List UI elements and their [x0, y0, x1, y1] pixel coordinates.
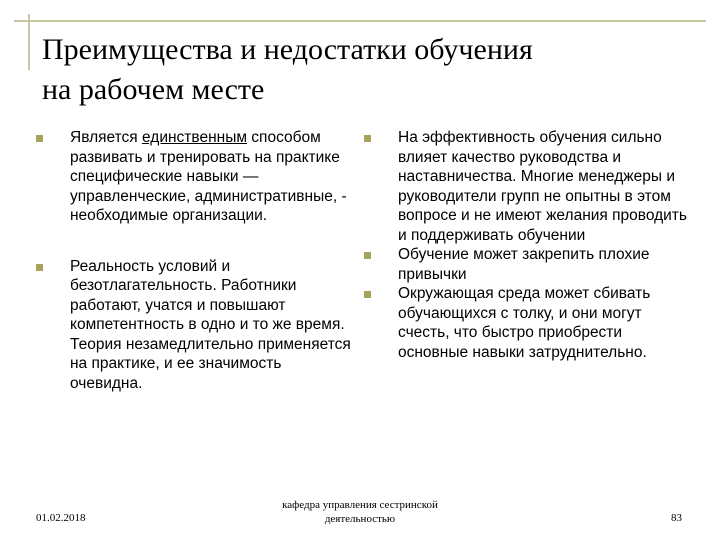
page-number: 83 — [671, 512, 682, 524]
frame-vertical-line — [28, 14, 30, 70]
footer-department — [260, 498, 460, 526]
square-bullet-icon — [364, 291, 371, 298]
advantage-item-1-text: Является единственным способом развивать и тренировать на практике специфические навыки — управленческие, административные, - необходимые организации. — [70, 129, 347, 224]
disadvantages-column — [364, 128, 694, 362]
footer-date: 01.02.2018 — [36, 512, 86, 524]
footer-department-line-2: деятельностью — [324, 513, 396, 525]
slide-title — [42, 30, 692, 110]
square-bullet-icon — [36, 264, 43, 271]
disadvantage-item-2-text: Обучение может закрепить плохие привычки — [398, 246, 650, 283]
square-bullet-icon — [364, 252, 371, 259]
disadvantage-item-3 — [364, 284, 694, 362]
underlined-word: единственным — [142, 129, 247, 146]
square-bullet-icon — [364, 135, 371, 142]
advantages-column — [36, 128, 354, 393]
disadvantage-item-1-text: На эффективность обучения сильно влияет качество руководства и наставничества. Многие менеджеры и руководители групп не опытны в этом вопросе и не имеют желания проводить и поддерживать обучении — [398, 129, 687, 244]
slide-title-line-2: на рабочем месте — [42, 73, 265, 106]
disadvantage-item-1 — [364, 128, 694, 245]
frame-horizontal-line — [14, 20, 706, 22]
advantage-item-1 — [36, 128, 354, 226]
disadvantage-item-2 — [364, 245, 694, 284]
advantage-item-2-text: Реальность условий и безотлагательность. Работники работают, учатся и повышают компетентность в одно и то же время. Теория незамедлительно применяется на практике, и ее значимость очевидна. — [70, 257, 351, 392]
footer-department-line-1: кафедра управления сестринской — [282, 499, 438, 511]
advantage-item-2 — [36, 257, 354, 394]
slide-title-line-1: Преимущества и недостатки обучения — [42, 33, 533, 66]
square-bullet-icon — [36, 135, 43, 142]
disadvantage-item-3-text: Окружающая среда может сбивать обучающихся с толку, и они могут счесть, что быстро приобрести основные навыки затруднительно. — [398, 285, 651, 361]
